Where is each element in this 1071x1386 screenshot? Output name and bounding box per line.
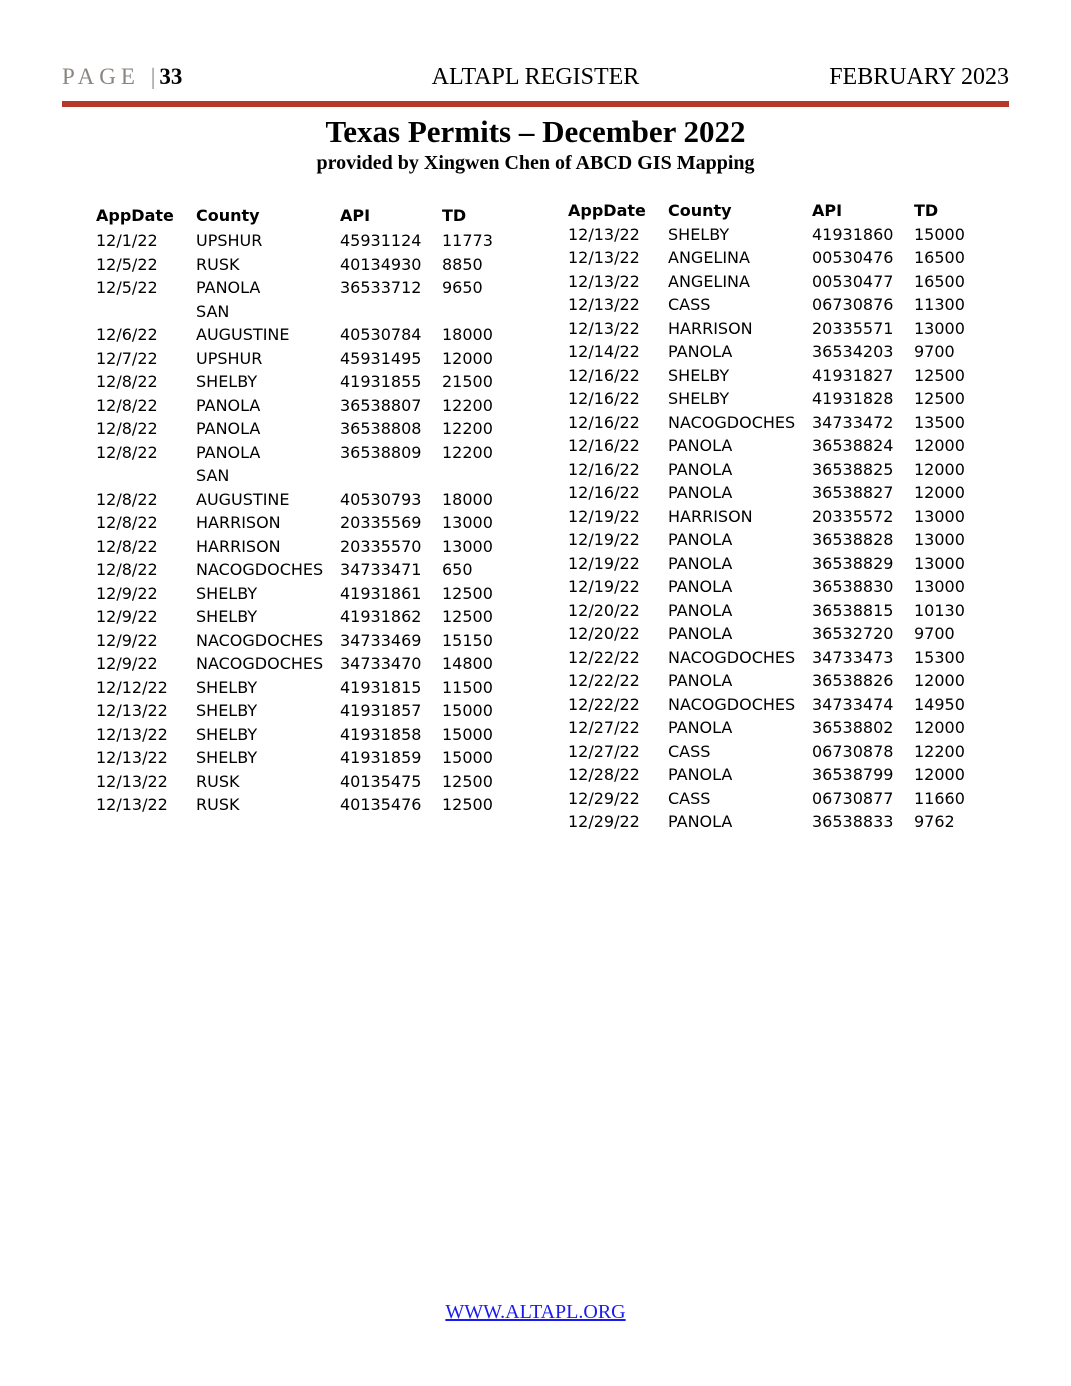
column-header-county: County bbox=[668, 201, 732, 220]
app-date-cell: 12/8/22 bbox=[96, 489, 158, 509]
api-cell: 41931862 bbox=[340, 607, 422, 626]
county-cell: PANOLA bbox=[196, 442, 261, 462]
column-header-td: TD bbox=[442, 206, 467, 225]
page-number-label: PAGE | 33 bbox=[62, 64, 183, 89]
app-date-cell: 12/13/22 bbox=[96, 771, 168, 791]
api-cell: 06730876 bbox=[812, 295, 894, 314]
county-cell: ANGELINA bbox=[668, 248, 750, 267]
county-cell: SHELBY bbox=[668, 365, 730, 385]
website-link[interactable]: WWW.ALTAPL.ORG bbox=[445, 1301, 626, 1323]
app-date-cell: 12/9/22 bbox=[96, 607, 158, 626]
td-cell: 650 bbox=[442, 560, 473, 579]
county-cell: PANOLA bbox=[668, 483, 733, 502]
app-date-cell: 12/22/22 bbox=[568, 694, 640, 714]
app-date-cell: 12/9/22 bbox=[96, 630, 158, 650]
td-cell: 15000 bbox=[914, 224, 965, 244]
api-cell: 45931124 bbox=[340, 231, 422, 250]
td-cell: 12000 bbox=[442, 348, 493, 368]
api-cell: 36538815 bbox=[812, 600, 894, 620]
county-cell: SHELBY bbox=[196, 748, 258, 767]
county-cell: CASS bbox=[668, 741, 711, 761]
county-cell: RUSK bbox=[196, 254, 240, 274]
api-cell: 34733469 bbox=[340, 630, 422, 650]
api-cell: 36538828 bbox=[812, 530, 894, 549]
app-date-cell: 12/22/22 bbox=[568, 671, 640, 690]
td-cell: 10130 bbox=[914, 600, 965, 620]
api-cell: 36538807 bbox=[340, 395, 422, 415]
app-date-cell: 12/8/22 bbox=[96, 513, 158, 532]
api-cell: 40530784 bbox=[340, 325, 422, 344]
api-cell: 41931858 bbox=[340, 724, 422, 744]
page-subtitle: provided by Xingwen Chen of ABCD GIS Mapping bbox=[316, 152, 755, 174]
api-cell: 00530476 bbox=[812, 248, 894, 267]
county-cell: PANOLA bbox=[668, 718, 733, 737]
api-cell: 36538829 bbox=[812, 553, 894, 573]
county-cell: SHELBY bbox=[668, 389, 730, 408]
api-cell: 36538833 bbox=[812, 812, 894, 831]
td-cell: 12000 bbox=[914, 459, 965, 479]
app-date-cell: 12/22/22 bbox=[568, 647, 640, 667]
api-cell: 36538802 bbox=[812, 718, 894, 737]
td-cell: 15150 bbox=[442, 630, 493, 650]
app-date-cell: 12/29/22 bbox=[568, 788, 640, 808]
api-cell: 36538824 bbox=[812, 436, 894, 455]
app-date-cell: 12/8/22 bbox=[96, 442, 158, 462]
api-cell: 36538825 bbox=[812, 459, 894, 479]
county-cell: SHELBY bbox=[196, 724, 258, 744]
column-header-api: API bbox=[340, 206, 371, 225]
county-cell: AUGUSTINE bbox=[196, 489, 290, 509]
app-date-cell: 12/16/22 bbox=[568, 436, 640, 455]
county-cell: UPSHUR bbox=[196, 348, 263, 368]
county-cell: PANOLA bbox=[668, 765, 733, 784]
api-cell: 41931855 bbox=[340, 372, 422, 391]
app-date-cell: 12/19/22 bbox=[568, 577, 640, 596]
county-cell: CASS bbox=[668, 295, 711, 314]
app-date-cell: 12/8/22 bbox=[96, 536, 158, 556]
county-cell: PANOLA bbox=[196, 419, 261, 438]
county-prefix: SAN bbox=[196, 466, 230, 485]
api-cell: 06730877 bbox=[812, 788, 894, 808]
app-date-cell: 12/14/22 bbox=[568, 342, 640, 361]
app-date-cell: 12/13/22 bbox=[568, 224, 640, 244]
td-cell: 12000 bbox=[914, 718, 965, 737]
api-cell: 40135476 bbox=[340, 795, 422, 814]
app-date-cell: 12/13/22 bbox=[568, 271, 640, 291]
page-number: 33 bbox=[159, 64, 183, 89]
header-divider bbox=[62, 101, 1009, 107]
app-date-cell: 12/13/22 bbox=[568, 318, 640, 338]
app-date-cell: 12/13/22 bbox=[96, 795, 168, 814]
api-cell: 36538827 bbox=[812, 483, 894, 502]
app-date-cell: 12/9/22 bbox=[96, 654, 158, 673]
api-cell: 36538830 bbox=[812, 577, 894, 596]
td-cell: 16500 bbox=[914, 271, 965, 291]
api-cell: 36532720 bbox=[812, 624, 894, 643]
api-cell: 41931859 bbox=[340, 748, 422, 767]
api-cell: 45931495 bbox=[340, 348, 422, 368]
td-cell: 11300 bbox=[914, 295, 965, 314]
api-cell: 40134930 bbox=[340, 254, 422, 274]
app-date-cell: 12/28/22 bbox=[568, 765, 640, 784]
td-cell: 12200 bbox=[914, 741, 965, 761]
app-date-cell: 12/6/22 bbox=[96, 325, 158, 344]
td-cell: 21500 bbox=[442, 372, 493, 391]
td-cell: 12000 bbox=[914, 483, 965, 502]
td-cell: 9700 bbox=[914, 624, 955, 643]
api-cell: 41931857 bbox=[340, 701, 422, 720]
county-cell: PANOLA bbox=[668, 436, 733, 455]
app-date-cell: 12/12/22 bbox=[96, 677, 168, 697]
county-cell: PANOLA bbox=[668, 577, 733, 596]
td-cell: 13000 bbox=[442, 513, 493, 532]
county-cell: UPSHUR bbox=[196, 231, 263, 250]
county-cell: PANOLA bbox=[668, 624, 733, 643]
app-date-cell: 12/16/22 bbox=[568, 365, 640, 385]
api-cell: 41931828 bbox=[812, 389, 894, 408]
api-cell: 20335569 bbox=[340, 513, 422, 532]
td-cell: 12000 bbox=[914, 671, 965, 690]
county-cell: NACOGDOCHES bbox=[196, 654, 324, 673]
api-cell: 36534203 bbox=[812, 342, 894, 361]
api-cell: 20335572 bbox=[812, 506, 894, 526]
county-cell: SHELBY bbox=[196, 701, 258, 720]
td-cell: 12200 bbox=[442, 442, 493, 462]
app-date-cell: 12/1/22 bbox=[96, 231, 158, 250]
td-cell: 13000 bbox=[914, 530, 965, 549]
app-date-cell: 12/19/22 bbox=[568, 553, 640, 573]
county-cell: CASS bbox=[668, 788, 711, 808]
td-cell: 18000 bbox=[442, 325, 493, 344]
page-title: Texas Permits – December 2022 bbox=[325, 114, 746, 149]
api-cell: 20335570 bbox=[340, 536, 422, 556]
county-cell: PANOLA bbox=[668, 812, 733, 831]
td-cell: 15000 bbox=[442, 701, 493, 720]
app-date-cell: 12/16/22 bbox=[568, 389, 640, 408]
api-cell: 36538799 bbox=[812, 765, 894, 784]
county-cell: SHELBY bbox=[196, 583, 258, 603]
county-cell: HARRISON bbox=[196, 536, 281, 556]
td-cell: 13500 bbox=[914, 412, 965, 432]
county-cell: ANGELINA bbox=[668, 271, 750, 291]
api-cell: 06730878 bbox=[812, 741, 894, 761]
county-cell: PANOLA bbox=[668, 530, 733, 549]
county-cell: PANOLA bbox=[668, 342, 733, 361]
td-cell: 8850 bbox=[442, 254, 483, 274]
app-date-cell: 12/27/22 bbox=[568, 741, 640, 761]
app-date-cell: 12/13/22 bbox=[568, 248, 640, 267]
api-cell: 36533712 bbox=[340, 278, 422, 297]
county-cell: SHELBY bbox=[668, 224, 730, 244]
county-cell: HARRISON bbox=[668, 318, 753, 338]
td-cell: 15000 bbox=[442, 748, 493, 767]
county-cell: PANOLA bbox=[196, 395, 261, 415]
td-cell: 12500 bbox=[442, 795, 493, 814]
county-cell: SHELBY bbox=[196, 677, 258, 697]
page-footer bbox=[0, 1301, 1071, 1324]
td-cell: 16500 bbox=[914, 248, 965, 267]
app-date-cell: 12/29/22 bbox=[568, 812, 640, 831]
column-header-county: County bbox=[196, 206, 260, 225]
county-cell: NACOGDOCHES bbox=[668, 694, 796, 714]
api-cell: 40530793 bbox=[340, 489, 422, 509]
app-date-cell: 12/13/22 bbox=[96, 748, 168, 767]
app-date-cell: 12/7/22 bbox=[96, 348, 158, 368]
td-cell: 13000 bbox=[914, 506, 965, 526]
county-cell: PANOLA bbox=[668, 459, 733, 479]
app-date-cell: 12/19/22 bbox=[568, 530, 640, 549]
page-header bbox=[62, 62, 1009, 94]
td-cell: 13000 bbox=[914, 577, 965, 596]
td-cell: 14950 bbox=[914, 694, 965, 714]
county-cell: PANOLA bbox=[668, 600, 733, 620]
county-cell: RUSK bbox=[196, 771, 240, 791]
county-cell: NACOGDOCHES bbox=[196, 630, 324, 650]
td-cell: 12500 bbox=[442, 771, 493, 791]
td-cell: 15000 bbox=[442, 724, 493, 744]
td-cell: 12000 bbox=[914, 436, 965, 455]
api-cell: 34733472 bbox=[812, 412, 894, 432]
app-date-cell: 12/13/22 bbox=[96, 701, 168, 720]
county-cell: PANOLA bbox=[196, 278, 261, 297]
td-cell: 13000 bbox=[914, 553, 965, 573]
api-cell: 34733473 bbox=[812, 647, 894, 667]
county-cell: HARRISON bbox=[668, 506, 753, 526]
td-cell: 9700 bbox=[914, 342, 955, 361]
county-cell: NACOGDOCHES bbox=[668, 647, 796, 667]
td-cell: 9762 bbox=[914, 812, 955, 831]
api-cell: 34733474 bbox=[812, 694, 894, 714]
td-cell: 13000 bbox=[914, 318, 965, 338]
td-cell: 13000 bbox=[442, 536, 493, 556]
app-date-cell: 12/8/22 bbox=[96, 560, 158, 579]
county-cell: AUGUSTINE bbox=[196, 325, 290, 344]
app-date-cell: 12/5/22 bbox=[96, 278, 158, 297]
api-cell: 36538808 bbox=[340, 419, 422, 438]
td-cell: 12500 bbox=[442, 583, 493, 603]
api-cell: 34733471 bbox=[340, 560, 422, 579]
county-cell: PANOLA bbox=[668, 553, 733, 573]
api-cell: 00530477 bbox=[812, 271, 894, 291]
county-prefix: SAN bbox=[196, 301, 230, 321]
app-date-cell: 12/8/22 bbox=[96, 372, 158, 391]
api-cell: 34733470 bbox=[340, 654, 422, 673]
api-cell: 36538809 bbox=[340, 442, 422, 462]
county-cell: SHELBY bbox=[196, 372, 258, 391]
column-header-api: API bbox=[812, 201, 843, 220]
app-date-cell: 12/8/22 bbox=[96, 419, 158, 438]
api-cell: 20335571 bbox=[812, 318, 894, 338]
app-date-cell: 12/13/22 bbox=[568, 295, 640, 314]
td-cell: 11773 bbox=[442, 231, 493, 250]
td-cell: 12200 bbox=[442, 419, 493, 438]
td-cell: 12500 bbox=[442, 607, 493, 626]
county-cell: PANOLA bbox=[668, 671, 733, 690]
api-cell: 41931860 bbox=[812, 224, 894, 244]
td-cell: 15300 bbox=[914, 647, 965, 667]
column-header-appdate: AppDate bbox=[96, 206, 174, 225]
county-cell: NACOGDOCHES bbox=[668, 412, 796, 432]
app-date-cell: 12/20/22 bbox=[568, 600, 640, 620]
td-cell: 11500 bbox=[442, 677, 493, 697]
td-cell: 9650 bbox=[442, 278, 483, 297]
county-cell: NACOGDOCHES bbox=[196, 560, 324, 579]
publication-name: ALTAPL REGISTER bbox=[431, 64, 640, 90]
td-cell: 11660 bbox=[914, 788, 965, 808]
county-cell: RUSK bbox=[196, 795, 240, 814]
app-date-cell: 12/5/22 bbox=[96, 254, 158, 274]
issue-date: FEBRUARY 2023 bbox=[829, 64, 1009, 90]
app-date-cell: 12/16/22 bbox=[568, 412, 640, 432]
td-cell: 12200 bbox=[442, 395, 493, 415]
td-cell: 12500 bbox=[914, 365, 965, 385]
td-cell: 18000 bbox=[442, 489, 493, 509]
app-date-cell: 12/27/22 bbox=[568, 718, 640, 737]
column-header-appdate: AppDate bbox=[568, 201, 646, 220]
county-cell: HARRISON bbox=[196, 513, 281, 532]
column-header-td: TD bbox=[914, 201, 939, 220]
app-date-cell: 12/16/22 bbox=[568, 483, 640, 502]
app-date-cell: 12/13/22 bbox=[96, 724, 168, 744]
td-cell: 12000 bbox=[914, 765, 965, 784]
app-date-cell: 12/19/22 bbox=[568, 506, 640, 526]
county-cell: SHELBY bbox=[196, 607, 258, 626]
td-cell: 14800 bbox=[442, 654, 493, 673]
app-date-cell: 12/20/22 bbox=[568, 624, 640, 643]
app-date-cell: 12/8/22 bbox=[96, 395, 158, 415]
api-cell: 36538826 bbox=[812, 671, 894, 690]
app-date-cell: 12/9/22 bbox=[96, 583, 158, 603]
td-cell: 12500 bbox=[914, 389, 965, 408]
api-cell: 40135475 bbox=[340, 771, 422, 791]
api-cell: 41931861 bbox=[340, 583, 422, 603]
app-date-cell: 12/16/22 bbox=[568, 459, 640, 479]
api-cell: 41931827 bbox=[812, 365, 894, 385]
api-cell: 41931815 bbox=[340, 677, 422, 697]
